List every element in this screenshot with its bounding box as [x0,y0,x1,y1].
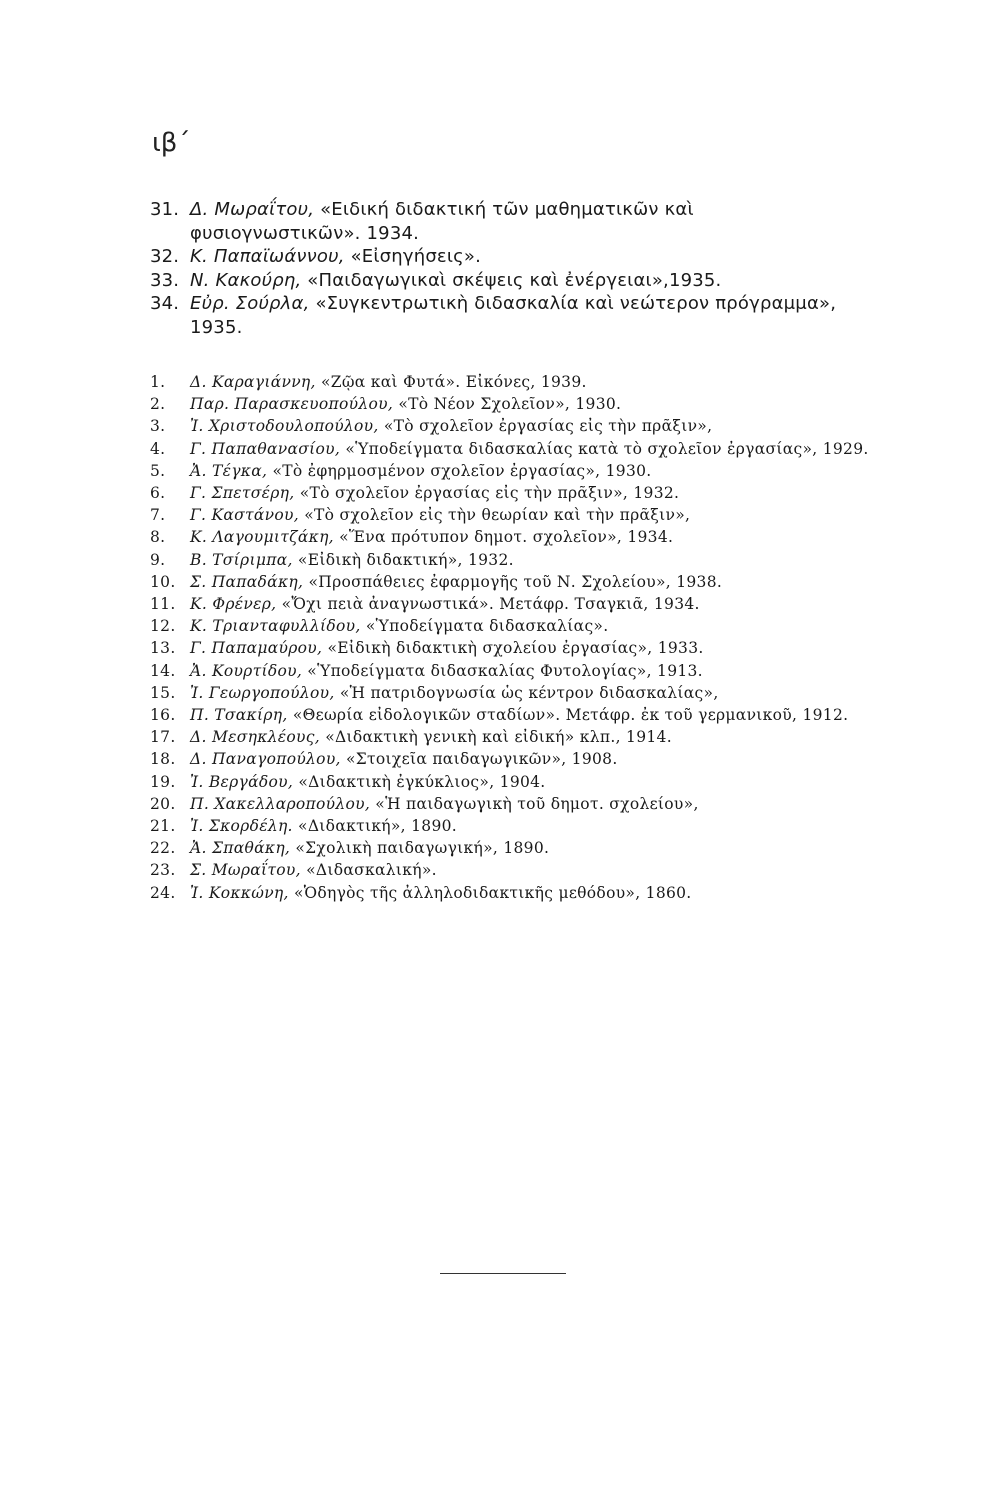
entry-author: Ἰ. Σκορδέλη. [190,817,293,836]
entry-number: 23. [150,861,176,880]
bibliography-entry [150,482,870,504]
bibliography-entry [150,660,870,682]
entry-number: 14. [150,661,176,680]
entry-number: 15. [150,683,176,702]
bibliography-entry [150,771,870,793]
bibliography-entry [150,682,870,704]
entry-title: «Ἡ παιδαγωγικὴ τοῦ δημοτ. σχολείου», [375,794,699,813]
entry-number: 34. [150,293,180,314]
entry-number: 22. [150,839,176,858]
entry-title: «Διδασκαλική». [306,861,437,880]
entry-title: «Σχολικὴ παιδαγωγική», 1890. [295,839,550,858]
bibliography-entry [150,371,870,393]
entry-title: «Τὸ σχολεῖον εἰς τὴν θεωρίαν καὶ τὴν πρᾶξιν», [304,506,691,525]
entry-number: 6. [150,484,166,503]
entry-title: «Προσπάθειες ἐφαρμογῆς τοῦ Ν. Σχολείου», 1938. [308,572,723,591]
entry-title: «Στοιχεῖα παιδαγωγικῶν», 1908. [346,750,618,769]
entry-title: «Ὑποδείγματα διδασκαλίας κατὰ τὸ σχολεῖον ἐργασίας», 1929. [345,439,869,458]
entry-title: «Ὄχι πειὰ ἀναγνωστικά». Μετάφρ. Τσαγκιᾶ, 1934. [281,595,700,614]
entry-number: 18. [150,750,176,769]
bibliography-entry [150,269,870,293]
entry-title: «Διδακτικὴ ἐγκύκλιος», 1904. [298,772,546,791]
bibliography-entry [150,198,870,245]
bibliography-list-continued [150,198,870,339]
entry-number: 4. [150,439,166,458]
entry-title: «Τὸ ἐφηρμοσμένον σχολεῖον ἐργασίας», 1930. [272,461,652,480]
entry-title: «Τὸ σχολεῖον ἐργασίας εἰς τὴν πρᾶξιν», 1932. [299,484,680,503]
bibliography-entry [150,748,870,770]
entry-number: 9. [150,550,166,569]
entry-author: Σ. Παπαδάκη, [190,572,304,591]
entry-author: Δ. Παναγοπούλου, [190,750,341,769]
entry-title: «Ὁδηγὸς τῆς ἀλληλοδιδακτικῆς μεθόδου», 1860. [293,883,692,902]
entry-number: 8. [150,528,166,547]
entry-number: 13. [150,639,176,658]
entry-number: 31. [150,199,180,220]
entry-author: Κ. Παπαϊωάννου, [190,246,345,267]
entry-title: «Τὸ Νέον Σχολεῖον», 1930. [398,395,622,414]
bibliography-entry [150,793,870,815]
bibliography-entry [150,882,870,904]
bibliography-entry [150,637,870,659]
entry-author: Ἰ. Βεργάδου, [190,772,294,791]
entry-author: Κ. Φρένερ, [190,595,277,614]
entry-title: «Διδακτική», 1890. [298,817,458,836]
entry-author: Ἰ. Κοκκώνη, [190,883,289,902]
entry-author: Ἰ. Χριστοδουλοπούλου, [190,417,379,436]
entry-author: Παρ. Παρασκευοπούλου, [190,395,394,414]
bibliography-entry [150,393,870,415]
entry-number: 5. [150,461,166,480]
entry-author: Γ. Καστάνου, [190,506,299,525]
entry-title: «Συγκεντρωτικὴ διδασκαλία καὶ νεώτερον πρόγραμμα», 1935. [190,293,837,338]
bibliography-entry [150,726,870,748]
entry-author: Ἀ. Σπαθάκη, [190,839,291,858]
bibliography-entry [150,615,870,637]
entry-number: 20. [150,794,176,813]
entry-title: «Θεωρία εἰδολογικῶν σταδίων». Μετάφρ. ἐκ τοῦ γερμανικοῦ, 1912. [292,706,849,725]
entry-number: 11. [150,595,176,614]
bibliography-entry [150,704,870,726]
entry-author: Β. Τσίριμπα, [190,550,293,569]
entry-title: «Ὑποδείγματα διδασκαλίας Φυτολογίας», 1913. [307,661,703,680]
bibliography-entry [150,245,870,269]
bibliography-entry [150,460,870,482]
bibliography-entry [150,526,870,548]
entry-number: 33. [150,269,180,291]
entry-title: «Παιδαγωγικαὶ σκέψεις καὶ ἐνέργειαι»,1935. [307,269,722,291]
entry-author: Γ. Παπαθανασίου, [190,439,341,458]
entry-author: Ἰ. Γεωργοπούλου, [190,683,335,702]
bibliography-list-second [150,371,870,904]
entry-number: 19. [150,772,176,791]
entry-number: 1. [150,373,166,391]
bibliography-entry [150,415,870,437]
bibliography-entry [150,815,870,837]
page-number: ιβ΄ [152,128,191,158]
entry-number: 12. [150,617,176,636]
bibliography-entry [150,859,870,881]
bibliography-entry [150,593,870,615]
entry-author: Κ. Λαγουμιτζάκη, [190,528,334,547]
entry-number: 3. [150,417,166,436]
entry-title: «Διδακτικὴ γενικὴ καὶ εἰδική» κλπ., 1914. [325,728,672,747]
bibliography-entry [150,549,870,571]
entry-title: «Τὸ σχολεῖον ἐργασίας εἰς τὴν πρᾶξιν», [383,417,713,436]
entry-author: Ἀ. Τέγκα, [190,461,268,480]
entry-author: Γ. Παπαμαύρου, [190,639,323,658]
entry-author: Ν. Κακούρη, [190,269,302,291]
entry-number: 32. [150,246,180,267]
entry-author: Γ. Σπετσέρη, [190,484,295,503]
entry-author: Κ. Τριανταφυλλίδου, [190,617,361,636]
entry-author: Ἀ. Κουρτίδου, [190,661,303,680]
entry-number: 21. [150,817,176,836]
entry-author: Π. Χακελλαροπούλου, [190,794,371,813]
entry-title: «Ἡ πατριδογνωσία ὡς κέντρον διδασκαλίας», [339,683,719,702]
bibliography-entry [150,438,870,460]
entry-author: Π. Τσακίρη, [190,706,288,725]
entry-title: «Ὑποδείγματα διδασκαλίας». [365,617,609,636]
bibliography-entry [150,571,870,593]
end-divider [440,1273,566,1274]
entry-number: 24. [150,883,176,902]
entry-number: 17. [150,728,176,747]
bibliography-entry [150,837,870,859]
entry-author: Δ. Καραγιάννη, [190,373,316,391]
entry-title: «Ζῷα καὶ Φυτά». Εἰκόνες, 1939. [320,373,587,391]
entry-author: Δ. Μωραΐτου, [190,199,315,220]
entry-number: 7. [150,506,166,525]
bibliography-entry [150,292,870,339]
entry-title: «Ἕνα πρότυπον δημοτ. σχολεῖον», 1934. [339,528,674,547]
entry-number: 16. [150,706,176,725]
entry-title: «Εἰδικὴ διδακτική», 1932. [297,550,514,569]
entry-number: 2. [150,395,166,414]
entry-number: 10. [150,572,176,591]
entry-author: Εὐρ. Σούρλα, [190,293,310,314]
entry-title: «Ειδική διδακτική τῶν μαθηματικῶν καὶ φυσιογνωστικῶν». 1934. [190,199,694,244]
entry-title: «Εἰδικὴ διδακτικὴ σχολείου ἐργασίας», 1933. [327,639,704,658]
bibliography-entry [150,504,870,526]
entry-author: Σ. Μωραΐτου, [190,861,301,880]
entry-title: «Εἰσηγήσεις». [350,246,482,267]
entry-author: Δ. Μεσηκλέους, [190,728,320,747]
